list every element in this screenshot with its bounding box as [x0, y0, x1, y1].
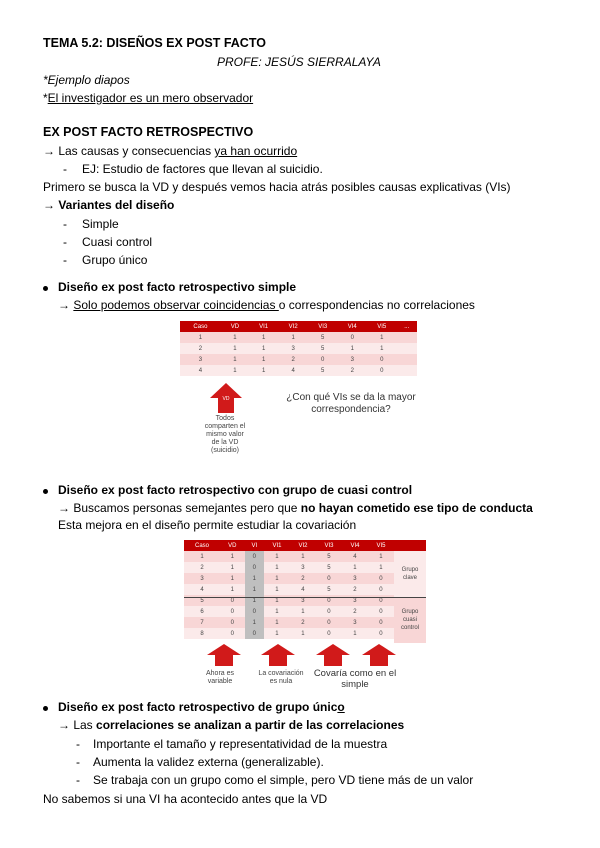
- cell: [397, 343, 417, 354]
- cell: 1: [245, 617, 264, 628]
- col-header: VI4: [342, 540, 368, 551]
- cell: 2: [337, 365, 367, 376]
- cell: 2: [342, 606, 368, 617]
- cell: 1: [249, 332, 279, 343]
- cell: 0: [220, 617, 245, 628]
- first-line: Primero se busca la VD y después vemos hacia atrás posibles causas explicativas (VIs): [43, 180, 511, 194]
- cell: 3: [342, 617, 368, 628]
- cell: 1: [264, 551, 290, 562]
- table-row: [184, 628, 394, 639]
- causes-line: [43, 144, 297, 158]
- cuasi-line: [58, 501, 533, 515]
- table-row: [184, 606, 394, 617]
- cell: 5: [184, 595, 220, 606]
- cell: 0: [368, 595, 394, 606]
- col-header: VI4: [337, 321, 367, 332]
- cell: 1: [220, 573, 245, 584]
- cell: 0: [245, 551, 264, 562]
- up-arrow-icon: [316, 644, 350, 666]
- cell: 0: [368, 584, 394, 595]
- caption-line: mismo valor: [206, 431, 244, 438]
- up-arrow-icon: [261, 644, 295, 666]
- cell: 0: [368, 617, 394, 628]
- cell: 0: [368, 606, 394, 617]
- cell: 4: [184, 584, 220, 595]
- col-header: VI3: [316, 540, 342, 551]
- col-header: VI3: [308, 321, 338, 332]
- cell: 5: [316, 584, 342, 595]
- cell: 1: [220, 562, 245, 573]
- table-row: [184, 573, 394, 584]
- cell: 1: [245, 573, 264, 584]
- cell: 0: [316, 595, 342, 606]
- up-arrow-icon: [362, 644, 396, 666]
- observer-prefix: *: [43, 91, 48, 105]
- cell: 1: [278, 332, 308, 343]
- simple-prefix: →: [58, 298, 74, 312]
- cell: 1: [290, 606, 316, 617]
- col-header: ...: [397, 321, 417, 332]
- caption-line: comparten el: [204, 423, 246, 430]
- cell: 2: [184, 562, 220, 573]
- cell: [397, 354, 417, 365]
- question-text: [276, 392, 426, 416]
- cell: 4: [290, 584, 316, 595]
- unico-item: Aumenta la validez externa (generalizable).: [93, 755, 324, 769]
- table-row: [184, 584, 394, 595]
- group-label-line: Grupo: [401, 567, 419, 573]
- cell: [397, 332, 417, 343]
- cell: 0: [367, 365, 397, 376]
- bullet-dot: [43, 706, 48, 711]
- cell: 0: [220, 628, 245, 639]
- cell: 1: [264, 595, 290, 606]
- cell: 0: [316, 606, 342, 617]
- variants-heading: → Variantes del diseño: [43, 198, 175, 212]
- cell: 0: [337, 332, 367, 343]
- table-row: [184, 562, 394, 573]
- section-heading-unico: [58, 700, 345, 714]
- col-header: Caso: [180, 321, 221, 332]
- caption-line: Todos: [215, 415, 235, 422]
- cell: 1: [245, 584, 264, 595]
- table-row: [180, 365, 417, 376]
- simple-line: [58, 298, 475, 312]
- cell: 3: [278, 343, 308, 354]
- cell: 4: [278, 365, 308, 376]
- observer-note: [43, 91, 253, 105]
- cell: 1: [220, 584, 245, 595]
- table-header-row: [180, 321, 417, 332]
- cell: 1: [264, 562, 290, 573]
- cell: 1: [264, 628, 290, 639]
- unico-bold: correlaciones se analizan a partir de las correlaciones: [96, 718, 405, 732]
- cell: 1: [368, 551, 394, 562]
- cell: 3: [337, 354, 367, 365]
- cell: 1: [342, 628, 368, 639]
- cell: 2: [278, 354, 308, 365]
- closing-line: No sabemos si una VI ha acontecido antes que la VD: [43, 792, 328, 806]
- cell: 2: [290, 573, 316, 584]
- cell: 1: [368, 562, 394, 573]
- col-header: VI2: [290, 540, 316, 551]
- caption-line: (suicidio): [210, 447, 239, 454]
- cell: 1: [249, 354, 279, 365]
- cell: 2: [290, 617, 316, 628]
- cell: 3: [290, 562, 316, 573]
- col-header: VD: [220, 540, 245, 551]
- cuasi-prefix: → Buscamos personas semejantes pero que: [58, 501, 301, 515]
- cell: 0: [220, 606, 245, 617]
- arrow-caption: [192, 415, 258, 455]
- cell: 1: [337, 343, 367, 354]
- col-header: VI1: [264, 540, 290, 551]
- unico-item: Importante el tamaño y representatividad de la muestra: [93, 737, 388, 751]
- cell: 0: [316, 628, 342, 639]
- col-header: VI2: [278, 321, 308, 332]
- cell: 0: [220, 595, 245, 606]
- cell: 1: [264, 573, 290, 584]
- cuasi-table: [184, 540, 394, 639]
- cell: 1: [221, 343, 249, 354]
- dash-marker: -: [76, 773, 80, 787]
- causes-underlined: ya han ocurrido: [214, 144, 298, 158]
- group-control-label: [394, 608, 426, 632]
- group-label-line: cuasi: [402, 617, 417, 623]
- caption-line: Ahora es: [205, 670, 235, 677]
- cell: 1: [221, 354, 249, 365]
- table-row: [184, 551, 394, 562]
- col-header: VI: [245, 540, 264, 551]
- dash-marker: -: [63, 162, 67, 176]
- dash-marker: -: [63, 235, 67, 249]
- cell: 0: [308, 354, 338, 365]
- cell: 5: [316, 551, 342, 562]
- cell: 1: [245, 595, 264, 606]
- arrow-label: VD: [222, 396, 230, 402]
- dash-marker: -: [63, 253, 67, 267]
- simple-rest: o correspondencias no correlaciones: [278, 298, 475, 312]
- group-label-line: Grupo: [401, 609, 419, 615]
- caption-line: La covariación: [258, 670, 304, 677]
- cell: 1: [184, 551, 220, 562]
- cell: 4: [342, 551, 368, 562]
- bullet-dot: [43, 286, 48, 291]
- cell: 5: [316, 562, 342, 573]
- cell: 1: [367, 343, 397, 354]
- caption-line: Covaría como en el: [313, 668, 397, 679]
- question-line: correspondencia?: [311, 404, 391, 415]
- cell: 7: [184, 617, 220, 628]
- group-key-label: [394, 566, 426, 582]
- cell: 2: [342, 584, 368, 595]
- col-header: Caso: [184, 540, 220, 551]
- section-heading-cuasi: Diseño ex post facto retrospectivo con grupo de cuasi control: [58, 483, 413, 497]
- table-row: [180, 332, 417, 343]
- unico-prefix: → Las: [58, 718, 97, 732]
- page-title: TEMA 5.2: DISEÑOS EX POST FACTO: [43, 36, 266, 50]
- unico-heading-u: o: [337, 700, 345, 714]
- cell: 5: [308, 365, 338, 376]
- causes-prefix: → Las causas y consecuencias: [43, 144, 215, 158]
- cuasi-bold: no hayan cometido ese tipo de conducta: [300, 501, 533, 515]
- cell: 1: [290, 551, 316, 562]
- dash-marker: -: [63, 217, 67, 231]
- caption-line: variable: [207, 678, 233, 685]
- observer-text: El investigador es un mero observador: [47, 91, 254, 105]
- section-heading-simple: Diseño ex post facto retrospectivo simple: [58, 280, 297, 294]
- cell: 1: [220, 551, 245, 562]
- variant-item: Cuasi control: [82, 235, 153, 249]
- cell: 2: [180, 343, 221, 354]
- cell: 1: [221, 365, 249, 376]
- cell: 5: [308, 343, 338, 354]
- group-header-cell: [394, 540, 426, 551]
- cuasi-line2: Esta mejora en el diseño permite estudiar la covariación: [58, 518, 357, 532]
- cell: 3: [342, 595, 368, 606]
- teacher-name: PROFE: JESÚS SIERRALAYA: [217, 55, 381, 69]
- cell: 4: [180, 365, 221, 376]
- col-header: VI5: [368, 540, 394, 551]
- group-divider: [184, 597, 426, 598]
- table-row: [180, 354, 417, 365]
- col-header: VI1: [249, 321, 279, 332]
- cell: 0: [368, 573, 394, 584]
- up-arrow-icon: [207, 644, 241, 666]
- cell: 3: [342, 573, 368, 584]
- variant-item: Grupo único: [82, 253, 148, 267]
- example-note: *Ejemplo diapos: [43, 73, 130, 87]
- unico-item: Se trabaja con un grupo como el simple, pero VD tiene más de un valor: [93, 773, 474, 787]
- cell: 0: [245, 562, 264, 573]
- section-heading-retro: EX POST FACTO RETROSPECTIVO: [43, 125, 254, 139]
- cell: 3: [290, 595, 316, 606]
- cell: 5: [308, 332, 338, 343]
- table-row: [184, 617, 394, 628]
- group-label-line: control: [400, 625, 419, 631]
- cell: 0: [245, 628, 264, 639]
- col-header: VD: [221, 321, 249, 332]
- dash-marker: -: [76, 755, 80, 769]
- cell: 1: [342, 562, 368, 573]
- cell: 1: [264, 617, 290, 628]
- cell: 0: [245, 606, 264, 617]
- caption-variable: [192, 670, 248, 686]
- question-line: ¿Con qué VIs se da la mayor: [286, 392, 416, 403]
- group-label-line: clave: [402, 575, 417, 581]
- cell: 1: [367, 332, 397, 343]
- cell: 1: [264, 606, 290, 617]
- caption-line: de la VD: [211, 439, 239, 446]
- variant-item: Simple: [82, 217, 119, 231]
- cell: [397, 365, 417, 376]
- cell: 0: [367, 354, 397, 365]
- cell: 3: [180, 354, 221, 365]
- cell: 1: [264, 584, 290, 595]
- cell: 0: [316, 573, 342, 584]
- caption-covaria: [300, 668, 410, 690]
- caption-line: simple: [341, 679, 369, 690]
- table-row: [180, 343, 417, 354]
- cell: 1: [180, 332, 221, 343]
- cell: 0: [368, 628, 394, 639]
- example-line: EJ: Estudio de factores que llevan al suicidio.: [82, 162, 323, 176]
- cell: 6: [184, 606, 220, 617]
- bullet-dot: [43, 489, 48, 494]
- table-header-row: [184, 540, 394, 551]
- caption-line: es nula: [269, 678, 293, 685]
- dash-marker: -: [76, 737, 80, 751]
- cell: 1: [290, 628, 316, 639]
- unico-heading-main: Diseño ex post facto retrospectivo de grupo únic: [58, 700, 338, 714]
- cell: 3: [184, 573, 220, 584]
- simple-underlined: Solo podemos observar coincidencias: [73, 298, 279, 312]
- cell: 1: [249, 365, 279, 376]
- simple-table: [180, 321, 417, 376]
- cell: 1: [249, 343, 279, 354]
- col-header: VI5: [367, 321, 397, 332]
- unico-line: [58, 718, 404, 732]
- cell: 0: [316, 617, 342, 628]
- cell: 1: [221, 332, 249, 343]
- cell: 8: [184, 628, 220, 639]
